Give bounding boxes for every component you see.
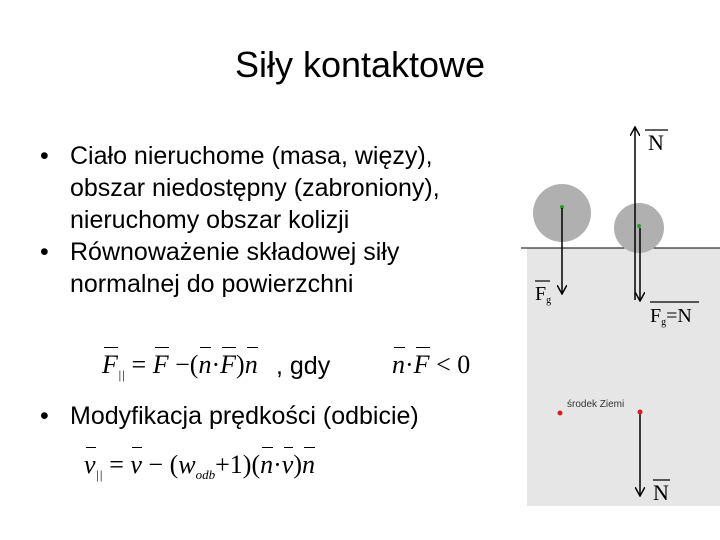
f-symbol-cond: F bbox=[413, 350, 430, 379]
label-fg-eq-n-letter: F bbox=[650, 305, 662, 327]
minus-sign: − bbox=[175, 350, 190, 379]
v-parallel-symbol: v bbox=[84, 450, 96, 479]
n-symbol-2: n bbox=[302, 450, 315, 479]
paren-open-2: ( bbox=[251, 450, 261, 479]
dot-op: · bbox=[211, 350, 221, 379]
bullet-2-line-1: Równoważenie składowej siły bbox=[70, 238, 400, 266]
paren-close: ) bbox=[293, 450, 302, 479]
bullet-marker: • bbox=[40, 238, 49, 266]
v-parallel-subscript: || bbox=[95, 467, 103, 482]
paren-open: ( bbox=[169, 450, 179, 479]
slide-title: Siły kontaktowe bbox=[234, 44, 486, 85]
bullet-1-line-1: Ciało nieruchome (masa, więzy), bbox=[70, 142, 433, 170]
red-dot-earth-center bbox=[638, 410, 643, 415]
bullet-marker: • bbox=[40, 402, 49, 430]
bullet-marker: • bbox=[40, 142, 49, 170]
n-symbol: n bbox=[198, 350, 212, 379]
w-symbol: w bbox=[178, 450, 196, 479]
n-symbol-cond: n bbox=[392, 350, 405, 379]
dot-op-cond: · bbox=[405, 350, 414, 379]
n-symbol: n bbox=[260, 450, 274, 479]
f-parallel-symbol: F bbox=[102, 350, 118, 379]
ball-right-center-dot bbox=[637, 224, 641, 228]
dot-op: · bbox=[273, 450, 282, 479]
label-n-top: N bbox=[648, 130, 664, 155]
paren-open: ( bbox=[189, 350, 199, 379]
v-symbol-2: v bbox=[281, 450, 294, 479]
eq-sign: = bbox=[109, 450, 124, 479]
label-fg-eq-n-subscript: g bbox=[661, 317, 667, 328]
red-dot-left bbox=[558, 411, 563, 416]
bullet-2-line-2: normalnej do powierzchni bbox=[70, 270, 354, 298]
ground-region bbox=[527, 248, 720, 506]
f-symbol-2: F bbox=[220, 350, 237, 379]
bullet-1-line-3: nieruchomy obszar kolizji bbox=[70, 206, 350, 234]
less-than-zero: < 0 bbox=[436, 350, 471, 379]
label-fg-letter: F bbox=[535, 283, 547, 305]
label-n-bottom: N bbox=[653, 480, 669, 505]
label-fg-subscript: g bbox=[546, 295, 552, 306]
formula-condition-separator: , gdy bbox=[276, 352, 331, 380]
eq-sign: = bbox=[131, 350, 147, 379]
f-parallel-subscript: || bbox=[117, 367, 126, 382]
plus-one: +1) bbox=[215, 450, 252, 479]
minus-sign: − bbox=[148, 450, 164, 479]
paren-close: ) bbox=[236, 350, 245, 379]
label-earth-center: środek Ziemi bbox=[567, 399, 625, 410]
v-symbol: v bbox=[130, 450, 142, 479]
bullet-3-line-1: Modyfikacja prędkości (odbicie) bbox=[70, 402, 419, 430]
label-fg-eq-n-rest: =N bbox=[666, 305, 692, 327]
label-fg-eq-n bbox=[650, 305, 692, 328]
bullet-1-line-2: obszar niedostępny (zabroniony), bbox=[70, 174, 440, 202]
w-subscript: odb bbox=[195, 467, 216, 482]
f-symbol: F bbox=[152, 350, 169, 379]
n-symbol-2: n bbox=[244, 350, 258, 379]
